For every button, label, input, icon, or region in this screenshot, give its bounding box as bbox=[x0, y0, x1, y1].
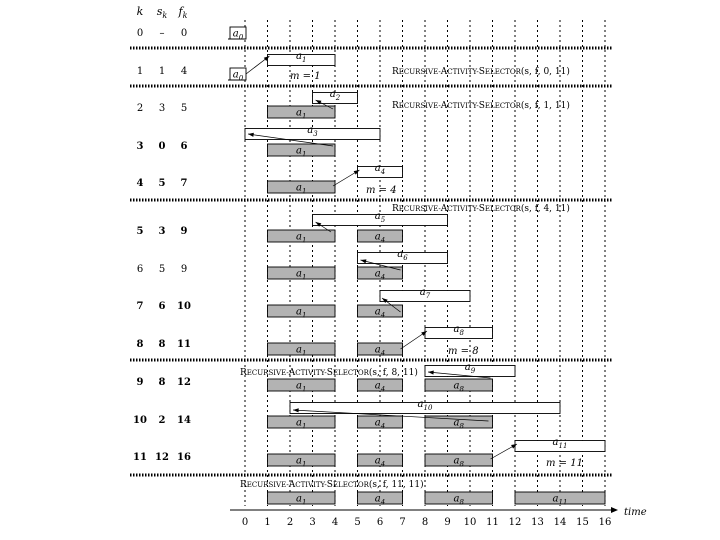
activity-bar-a4 bbox=[358, 379, 403, 394]
table-cell-k-8: 8 bbox=[136, 339, 144, 350]
axis-arrowhead bbox=[611, 507, 618, 513]
table-cell-s-11: 12 bbox=[155, 452, 169, 463]
activity-bar-a9 bbox=[425, 362, 515, 377]
table-cell-k-7: 7 bbox=[136, 301, 144, 312]
activity-bar-a11 bbox=[515, 437, 605, 452]
activity-bar-a4 bbox=[358, 230, 403, 245]
activity-label-a1: $a_1$ bbox=[296, 455, 307, 469]
table-cell-f-3: 6 bbox=[180, 141, 188, 152]
table-cell-s-6: 5 bbox=[158, 264, 166, 275]
header-k: k bbox=[136, 5, 144, 18]
tick-label-12: 12 bbox=[508, 517, 522, 528]
header-f: $f_k$ bbox=[178, 5, 188, 20]
recursive-call-1: RECURSIVE-ACTIVITY-SELECTOR(s, f, 1, 11) bbox=[392, 101, 570, 111]
table-cell-s-1: 1 bbox=[158, 66, 166, 77]
activity-label-a2: $a_2$ bbox=[329, 89, 341, 102]
activity-label-a4: $a_4$ bbox=[374, 455, 386, 469]
activity-bar-a11 bbox=[515, 492, 605, 507]
activity-bar-a8 bbox=[425, 454, 493, 469]
activity-label-a8: $a_8$ bbox=[453, 493, 464, 507]
time-axis bbox=[230, 507, 647, 528]
activity-bar-a1 bbox=[268, 106, 336, 121]
tick-label-4: 4 bbox=[331, 517, 339, 528]
table-cell-s-5: 3 bbox=[158, 226, 166, 237]
tick-label-15: 15 bbox=[576, 517, 589, 528]
activity-label-a1: $a_1$ bbox=[296, 268, 307, 282]
activity-label-a4: $a_4$ bbox=[374, 493, 386, 507]
activity-label-a6: $a_6$ bbox=[397, 249, 408, 262]
table-cell-k-1: 1 bbox=[136, 66, 144, 77]
activity-label-a11: $a_{11}$ bbox=[552, 437, 568, 450]
tick-label-1: 1 bbox=[264, 517, 271, 528]
table-cell-f-4: 7 bbox=[180, 178, 188, 189]
tick-label-11: 11 bbox=[486, 517, 499, 528]
table-cell-k-3: 3 bbox=[136, 141, 144, 152]
activity-label-a8: $a_8$ bbox=[453, 455, 464, 469]
table-cell-k-0: 0 bbox=[136, 28, 144, 39]
activity-label-a4: $a_4$ bbox=[374, 417, 386, 431]
tick-label-6: 6 bbox=[376, 517, 384, 528]
activity-label-a4: $a_4$ bbox=[374, 344, 386, 358]
recursive-call-0: RECURSIVE-ACTIVITY-SELECTOR(s, f, 0, 11) bbox=[392, 67, 570, 77]
activity-bar-a1 bbox=[268, 230, 336, 245]
activity-label-a10: $a_{10}$ bbox=[417, 399, 433, 412]
table-cell-k-11: 11 bbox=[133, 452, 147, 463]
activity-bar-a1 bbox=[268, 454, 336, 469]
table-cell-f-2: 5 bbox=[180, 103, 188, 114]
activity-bar-a4 bbox=[358, 163, 403, 178]
activity-label-a0: $a_0$ bbox=[232, 69, 244, 83]
activity-label-a4: $a_4$ bbox=[374, 306, 386, 320]
activity-label-a1: $a_1$ bbox=[296, 51, 307, 64]
recursive-call-2: RECURSIVE-ACTIVITY-SELECTOR(s, f, 4, 11) bbox=[392, 204, 570, 214]
tick-label-3: 3 bbox=[309, 517, 316, 528]
activity-bar-a5 bbox=[313, 211, 448, 226]
activity-label-a1: $a_1$ bbox=[296, 231, 307, 245]
m-label-3: m = 11 bbox=[546, 458, 583, 469]
recursive-call-4: RECURSIVE-ACTIVITY-SELECTOR(s, f, 11, 11) bbox=[240, 480, 424, 490]
activity-bar-a4 bbox=[358, 267, 403, 282]
comparison-arrow-0 bbox=[246, 56, 270, 74]
activity-bar-a6 bbox=[358, 249, 448, 264]
activity-bar-a0 bbox=[228, 27, 246, 42]
activity-bar-a1 bbox=[268, 343, 336, 358]
activity-bar-a1 bbox=[268, 379, 336, 394]
activity-bar-a1 bbox=[268, 305, 336, 320]
activity-label-a1: $a_1$ bbox=[296, 380, 307, 394]
tick-label-8: 8 bbox=[421, 517, 429, 528]
tick-label-5: 5 bbox=[354, 517, 361, 528]
activity-bar-a4 bbox=[358, 416, 403, 431]
m-label-2: m = 8 bbox=[448, 346, 479, 357]
activity-bar-a0 bbox=[228, 68, 246, 83]
activity-label-a11: $a_{11}$ bbox=[552, 493, 568, 507]
table-cell-s-2: 3 bbox=[158, 103, 166, 114]
comparison-arrow-7 bbox=[401, 331, 428, 349]
table-cell-f-0: 0 bbox=[180, 28, 188, 39]
activity-bar-a4 bbox=[358, 492, 403, 507]
activity-bar-a4 bbox=[358, 454, 403, 469]
activity-label-a9: $a_9$ bbox=[464, 362, 476, 375]
activity-label-a5: $a_5$ bbox=[374, 211, 386, 224]
activity-label-a4: $a_4$ bbox=[374, 163, 386, 176]
activity-bar-a1 bbox=[268, 416, 336, 431]
activity-table bbox=[133, 5, 191, 463]
activity-label-a0: $a_0$ bbox=[232, 28, 244, 42]
tick-label-2: 2 bbox=[286, 517, 294, 528]
tick-label-16: 16 bbox=[598, 517, 612, 528]
activity-bar-a1 bbox=[268, 144, 336, 159]
activity-bar-a1 bbox=[268, 267, 336, 282]
activity-label-a4: $a_4$ bbox=[374, 268, 386, 282]
activity-label-a7: $a_7$ bbox=[419, 287, 431, 300]
activity-bar-a1 bbox=[268, 181, 336, 196]
activity-label-a4: $a_4$ bbox=[374, 380, 386, 394]
m-label-0: m = 1 bbox=[290, 71, 321, 82]
tick-label-0: 0 bbox=[241, 517, 249, 528]
activity-bar-a4 bbox=[358, 305, 403, 320]
activity-label-a3: $a_3$ bbox=[307, 125, 318, 138]
activity-label-a1: $a_1$ bbox=[296, 306, 307, 320]
activity-bars bbox=[228, 27, 605, 507]
tick-label-13: 13 bbox=[531, 517, 544, 528]
table-cell-k-4: 4 bbox=[136, 178, 144, 189]
table-cell-f-8: 11 bbox=[177, 339, 191, 350]
tick-label-7: 7 bbox=[399, 517, 406, 528]
table-cell-s-8: 8 bbox=[158, 339, 166, 350]
table-cell-s-4: 5 bbox=[158, 178, 166, 189]
activity-label-a8: $a_8$ bbox=[453, 324, 464, 337]
activity-label-a1: $a_1$ bbox=[296, 145, 307, 159]
table-cell-f-7: 10 bbox=[177, 301, 191, 312]
tick-label-10: 10 bbox=[463, 517, 477, 528]
tick-label-14: 14 bbox=[553, 517, 567, 528]
activity-bar-a8 bbox=[425, 492, 493, 507]
activity-bar-a7 bbox=[380, 287, 470, 302]
table-cell-f-9: 12 bbox=[177, 377, 191, 388]
table-cell-f-5: 9 bbox=[180, 226, 188, 237]
header-s: $s_k$ bbox=[156, 5, 168, 20]
activity-label-a1: $a_1$ bbox=[296, 182, 307, 196]
activity-label-a1: $a_1$ bbox=[296, 493, 307, 507]
activity-label-a8: $a_8$ bbox=[453, 380, 464, 394]
activity-label-a1: $a_1$ bbox=[296, 107, 307, 121]
table-cell-k-6: 6 bbox=[136, 264, 144, 275]
table-cell-s-7: 6 bbox=[158, 301, 166, 312]
activity-label-a1: $a_1$ bbox=[296, 417, 307, 431]
table-cell-k-10: 10 bbox=[133, 415, 147, 426]
activity-bar-a4 bbox=[358, 343, 403, 358]
activity-bar-a3 bbox=[245, 125, 380, 140]
m-label-1: m = 4 bbox=[366, 185, 397, 196]
table-cell-f-10: 14 bbox=[177, 415, 191, 426]
recursive-call-3: RECURSIVE-ACTIVITY-SELECTOR(s, f, 8, 11) bbox=[240, 368, 418, 378]
axis-label: time bbox=[624, 507, 647, 518]
table-cell-s-9: 8 bbox=[158, 377, 166, 388]
activity-label-a1: $a_1$ bbox=[296, 344, 307, 358]
tick-label-9: 9 bbox=[444, 517, 451, 528]
table-cell-k-9: 9 bbox=[136, 377, 144, 388]
table-cell-s-0: – bbox=[159, 28, 165, 39]
table-cell-f-6: 9 bbox=[180, 264, 188, 275]
activity-bar-a1 bbox=[268, 492, 336, 507]
table-cell-s-3: 0 bbox=[158, 141, 166, 152]
table-cell-f-1: 4 bbox=[180, 66, 188, 77]
comparison-arrow-10 bbox=[491, 444, 518, 459]
table-cell-k-5: 5 bbox=[136, 226, 144, 237]
comparison-arrow-3 bbox=[333, 170, 360, 186]
activity-label-a4: $a_4$ bbox=[374, 231, 386, 245]
activity-bar-a8 bbox=[425, 379, 493, 394]
activity-bar-a8 bbox=[425, 324, 493, 339]
activity-bar-a1 bbox=[268, 51, 336, 66]
table-cell-s-10: 2 bbox=[158, 415, 166, 426]
table-cell-k-2: 2 bbox=[136, 103, 144, 114]
table-cell-f-11: 16 bbox=[177, 452, 191, 463]
activity-label-a8: $a_8$ bbox=[453, 417, 464, 431]
